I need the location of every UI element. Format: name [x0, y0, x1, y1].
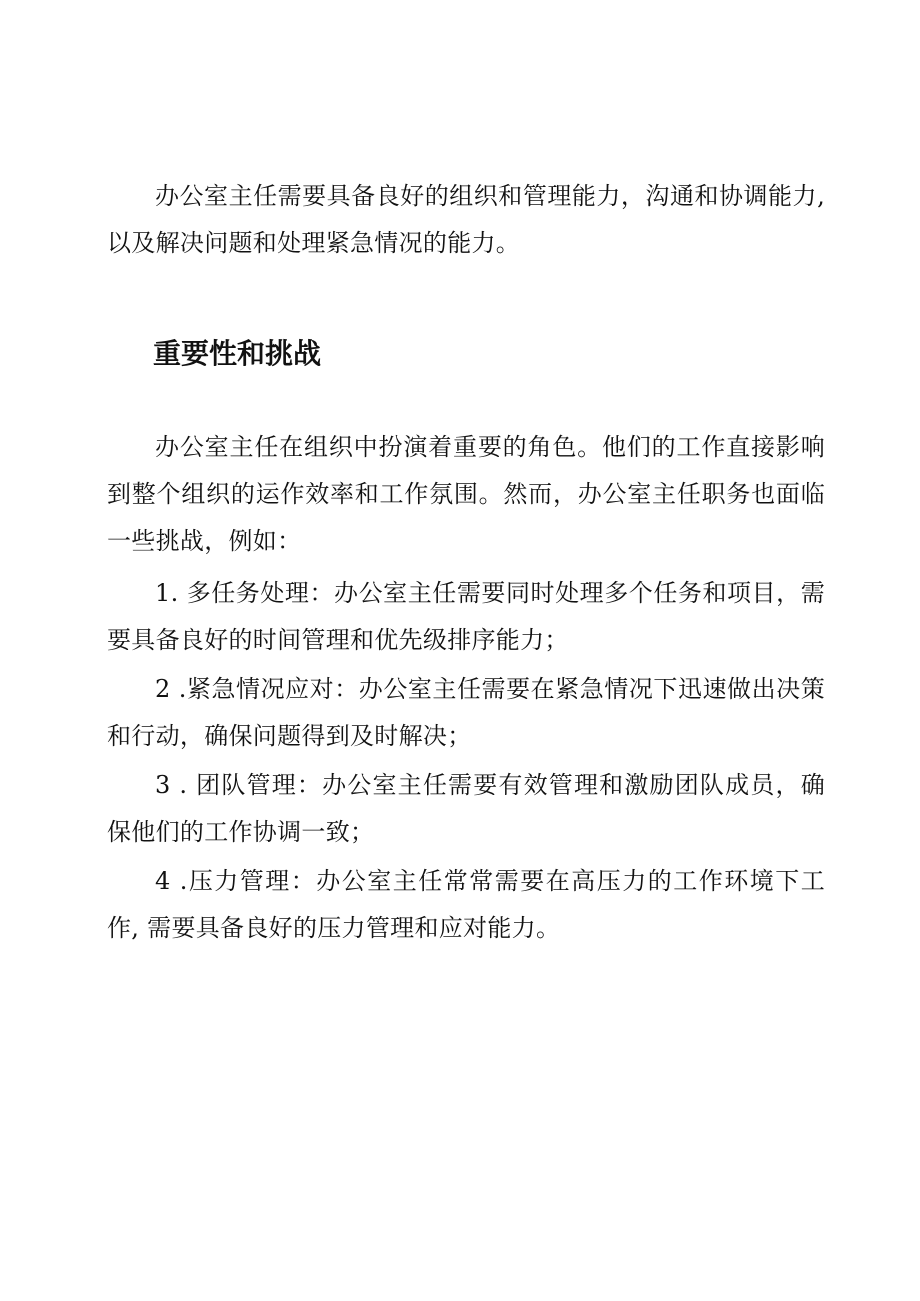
list-item: 2 .紧急情况应对：办公室主任需要在紧急情况下迅速做出决策和行动，确保问题得到及时解决； [107, 675, 825, 750]
list-item: 1. 多任务处理：办公室主任需要同时处理多个任务和项目，需要具备良好的时间管理和优先级排序能力； [107, 579, 825, 654]
section-paragraph: 办公室主任在组织中扮演着重要的角色。他们的工作直接影响到整个组织的运作效率和工作氛围。然而，办公室主任职务也面临一些挑战，例如： [107, 433, 825, 555]
list-item: 3 . 团队管理：办公室主任需要有效管理和激励团队成员，确保他们的工作协调一致； [107, 771, 825, 846]
section-heading: 重要性和挑战 [153, 337, 322, 370]
intro-paragraph: 办公室主任需要具备良好的组织和管理能力，沟通和协调能力, 以及解决问题和处理紧急情况的能力。 [107, 182, 825, 257]
list-item: 4 .压力管理：办公室主任常常需要在高压力的工作环境下工作, 需要具备良好的压力管理和应对能力。 [107, 867, 825, 942]
